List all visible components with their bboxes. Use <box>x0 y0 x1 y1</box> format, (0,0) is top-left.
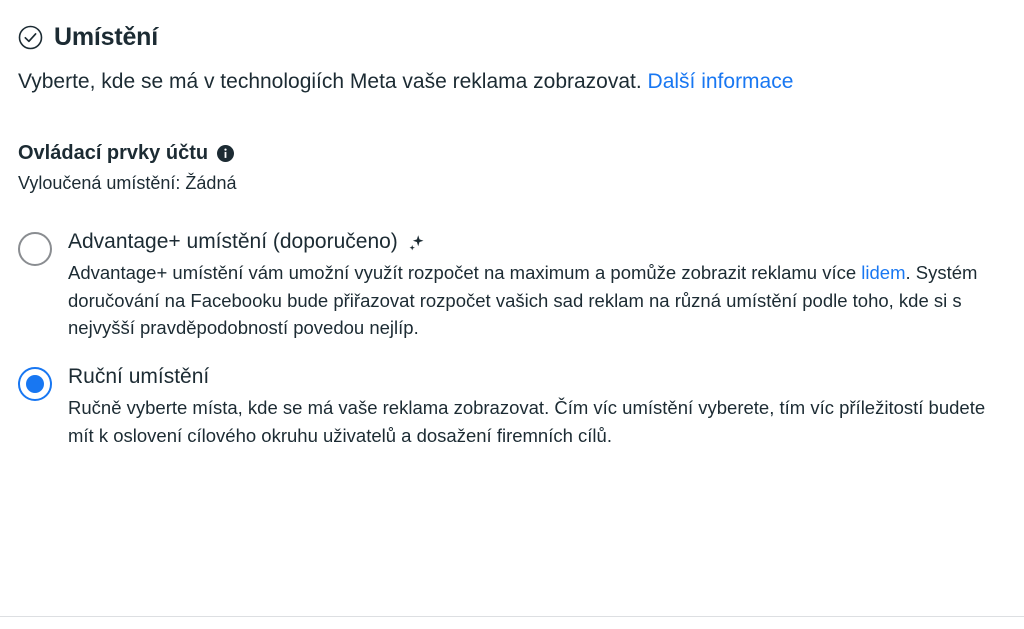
section-description-text: Vyberte, kde se má v technologiích Meta vaše reklama zobrazovat. <box>18 69 648 93</box>
sparkle-icon <box>407 233 427 253</box>
placement-option-advantage[interactable] <box>18 229 1004 343</box>
placement-option-manual-label-row <box>68 364 1004 390</box>
section-header <box>18 24 1004 52</box>
advantage-desc-part1: Advantage+ umístění vám umožní využít rozpočet na maximum a pomůže zobrazit reklamu více <box>68 261 862 283</box>
info-icon[interactable] <box>217 145 234 162</box>
advantage-desc-part2: . Systém doručování na Facebooku bude přiřazovat rozpočet vašich sad reklam na různá umístění podle toho, kde si s nejvyšší pravděpodobností povedou nejlíp. <box>68 261 978 339</box>
placement-option-manual-description: Ručně vyberte místa, kde se má vaše reklama zobrazovat. Čím víc umístění vyberete, tím víc příležitostí budete mít k oslovení cílového okruhu uživatelů a dosažení firemních cílů. <box>68 397 986 446</box>
placement-option-advantage-body <box>68 229 1004 343</box>
account-controls-block <box>18 142 1004 196</box>
learn-more-link[interactable]: Další informace <box>647 69 794 93</box>
placement-option-advantage-label-row <box>68 229 1004 255</box>
check-circle-icon <box>18 25 43 50</box>
placement-option-manual-label: Ruční umístění <box>68 365 210 388</box>
section-divider <box>0 616 1024 617</box>
placement-option-advantage-description <box>68 259 1004 342</box>
radio-advantage-placements[interactable] <box>18 232 52 266</box>
account-controls-heading <box>18 142 1004 165</box>
radio-manual-placements[interactable] <box>18 367 52 401</box>
people-link[interactable]: lidem <box>861 261 906 283</box>
page-title: Umístění <box>54 23 158 51</box>
placement-option-manual-body <box>68 364 1004 450</box>
placement-option-advantage-label: Advantage+ umístění (doporučeno) <box>68 229 398 253</box>
placement-option-manual[interactable] <box>18 364 1004 450</box>
section-description <box>18 67 898 97</box>
account-controls-heading-label: Ovládací prvky účtu <box>18 142 209 165</box>
excluded-placements-text: Vyloučená umístění: Žádná <box>18 173 237 194</box>
placement-options-group <box>18 229 1004 450</box>
